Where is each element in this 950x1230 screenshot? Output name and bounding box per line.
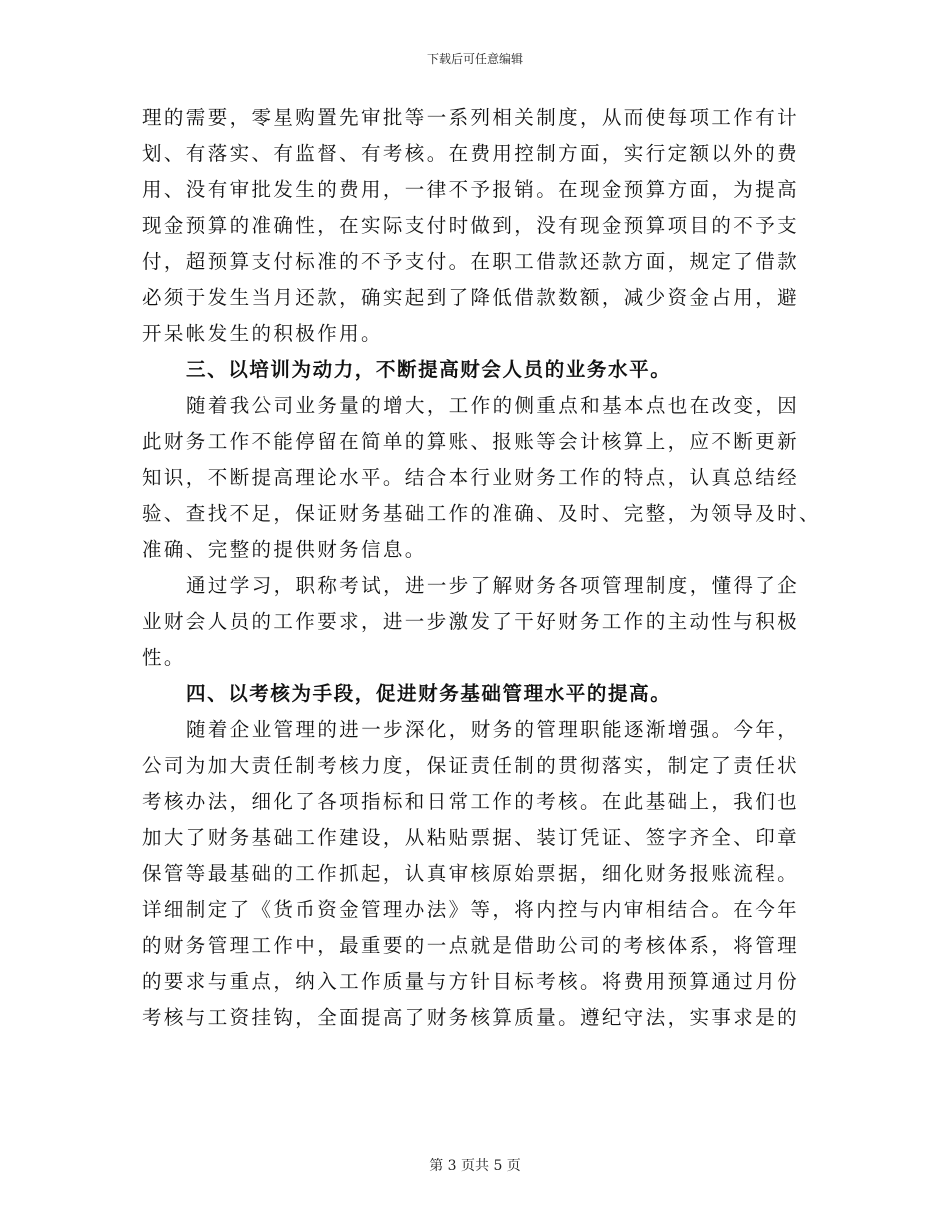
- text-line: 保管等最基础的工作抓起，认真审核原始票据，细化财务报账流程。: [142, 862, 800, 885]
- section-heading: 四、以考核为手段，促进财务基础管理水平的提高。: [186, 682, 672, 705]
- text-line: 随着企业管理的进一步深化，财务的管理职能逐渐增强。今年，: [186, 718, 800, 741]
- text-line: 验、查找不足，保证财务基础工作的准确、及时、完整，为领导及时、: [142, 502, 821, 525]
- text-line: 考核与工资挂钩，全面提高了财务核算质量。遵纪守法，实事求是的: [142, 1006, 800, 1029]
- text-line: 付，超预算支付标准的不予支付。在职工借款还款方面，规定了借款: [142, 250, 800, 273]
- text-line: 现金预算的准确性，在实际支付时做到，没有现金预算项目的不予支: [142, 214, 800, 237]
- text-line: 业财会人员的工作要求，进一步激发了干好财务工作的主动性与积极: [142, 610, 800, 633]
- text-line: 通过学习，职称考试，进一步了解财务各项管理制度，懂得了企: [186, 574, 800, 597]
- text-line: 性。: [142, 646, 186, 669]
- text-line: 划、有落实、有监督、有考核。在费用控制方面，实行定额以外的费: [142, 142, 800, 165]
- text-line: 的要求与重点，纳入工作质量与方针目标考核。将费用预算通过月份: [142, 970, 800, 993]
- document-body: [142, 100, 821, 1036]
- text-line: 公司为加大责任制考核力度，保证责任制的贯彻落实，制定了责任状: [142, 754, 800, 777]
- text-line: 详细制定了《货币资金管理办法》等，将内控与内审相结合。在今年: [142, 898, 800, 921]
- section-heading: 三、以培训为动力，不断提高财会人员的业务水平。: [186, 358, 672, 381]
- text-line: 随着我公司业务量的增大，工作的侧重点和基本点也在改变，因: [186, 394, 800, 417]
- text-line: 考核办法，细化了各项指标和日常工作的考核。在此基础上，我们也: [142, 790, 800, 813]
- text-line: 的财务管理工作中，最重要的一点就是借助公司的考核体系，将管理: [142, 934, 800, 957]
- page-header: 下载后可任意编辑: [426, 52, 523, 66]
- text-line: 用、没有审批发生的费用，一律不予报销。在现金预算方面，为提高: [142, 178, 800, 201]
- text-line: 此财务工作不能停留在简单的算账、报账等会计核算上，应不断更新: [142, 430, 800, 453]
- text-line: 准确、完整的提供财务信息。: [142, 538, 427, 561]
- text-line: 开呆帐发生的积极作用。: [142, 322, 383, 345]
- text-line: 必须于发生当月还款，确实起到了降低借款数额，减少资金占用，避: [142, 286, 800, 309]
- text-line: 加大了财务基础工作建设，从粘贴票据、装订凭证、签字齐全、印章: [142, 826, 800, 849]
- page-footer: 第 3 页共 5 页: [429, 1158, 521, 1174]
- text-line: 知识，不断提高理论水平。结合本行业财务工作的特点，认真总结经: [142, 466, 800, 489]
- text-line: 理的需要，零星购置先审批等一系列相关制度，从而使每项工作有计: [142, 106, 800, 129]
